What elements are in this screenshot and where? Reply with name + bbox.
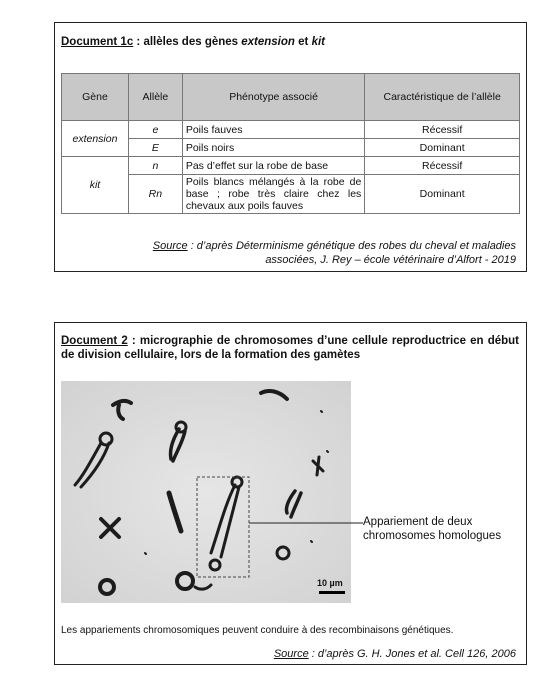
document-2-panel: [54, 322, 527, 665]
table-header-row: [62, 74, 520, 121]
chromosome-micrograph: [61, 381, 351, 603]
source-text-line1: : d’après Déterminisme génétique des robes du cheval et maladies: [187, 240, 516, 252]
header-allele: Allèle: [128, 74, 182, 121]
gene-cell-extension: extension: [62, 121, 129, 157]
characteristic-cell: Récessif: [365, 157, 520, 175]
characteristic-cell: Récessif: [365, 121, 520, 139]
document-2-title: [61, 334, 519, 362]
table-row: [62, 157, 520, 175]
title-text: : allèles des gènes: [133, 36, 242, 48]
phenotype-cell: Pas d’effet sur la robe de base: [182, 157, 364, 175]
title-gene-extension: extension: [241, 36, 295, 48]
allele-cell: e: [128, 121, 182, 139]
source-text: Cell 126, 2006: [442, 648, 516, 660]
header-phenotype: Phénotype associé: [182, 74, 364, 121]
micrograph-image: [61, 381, 351, 603]
scale-label: 10 µm: [317, 578, 343, 588]
title-text: : micrographie de chromosomes d’une cellule reproductrice en début de division cellulaire, lors de la formation des gamètes: [61, 335, 519, 361]
title-gene-kit: kit: [311, 36, 325, 48]
document-1c-panel: [54, 22, 527, 272]
pairing-annotation: [363, 515, 501, 543]
allele-cell: Rn: [128, 175, 182, 214]
gene-cell-kit: kit: [62, 157, 129, 214]
phenotype-cell: Poils noirs: [182, 139, 364, 157]
document-1c-source: [76, 239, 516, 267]
header-characteristic: Caractéristique de l’allèle: [365, 74, 520, 121]
phenotype-cell: Poils fauves: [182, 121, 364, 139]
source-label: Source: [152, 240, 188, 252]
source-etal: et al.: [418, 648, 442, 660]
phenotype-cell: Poils blancs mélangés à la robe de base ; robe très claire chez les chevaux aux poils fauves: [182, 175, 364, 214]
annotation-leader-line: [249, 518, 369, 528]
table-row: [62, 121, 520, 139]
document-1c-number: Document 1c: [61, 36, 134, 48]
characteristic-cell: Dominant: [365, 175, 520, 214]
source-text: : d’après G. H. Jones: [308, 648, 419, 660]
annotation-line2: chromosomes homologues: [363, 530, 502, 542]
allele-cell: E: [128, 139, 182, 157]
document-1c-title: [61, 35, 325, 49]
source-label: Source: [273, 648, 309, 660]
header-gene: Gène: [62, 74, 129, 121]
allele-cell: n: [128, 157, 182, 175]
document-2-number: Document 2: [61, 335, 128, 347]
annotation-line1: Appariement de deux: [363, 516, 473, 528]
table-row: [62, 175, 520, 214]
alleles-table: [61, 73, 520, 214]
scale-bar: [319, 591, 345, 594]
characteristic-cell: Dominant: [365, 139, 520, 157]
document-2-caption: Les appariements chromosomiques peuvent conduire à des recombinaisons génétiques.: [61, 625, 454, 636]
document-2-source: [274, 647, 516, 661]
source-text-line2: associées, J. Rey – école vétérinaire d’Alfort - 2019: [265, 254, 516, 266]
table-row: [62, 139, 520, 157]
title-text: et: [294, 36, 312, 48]
